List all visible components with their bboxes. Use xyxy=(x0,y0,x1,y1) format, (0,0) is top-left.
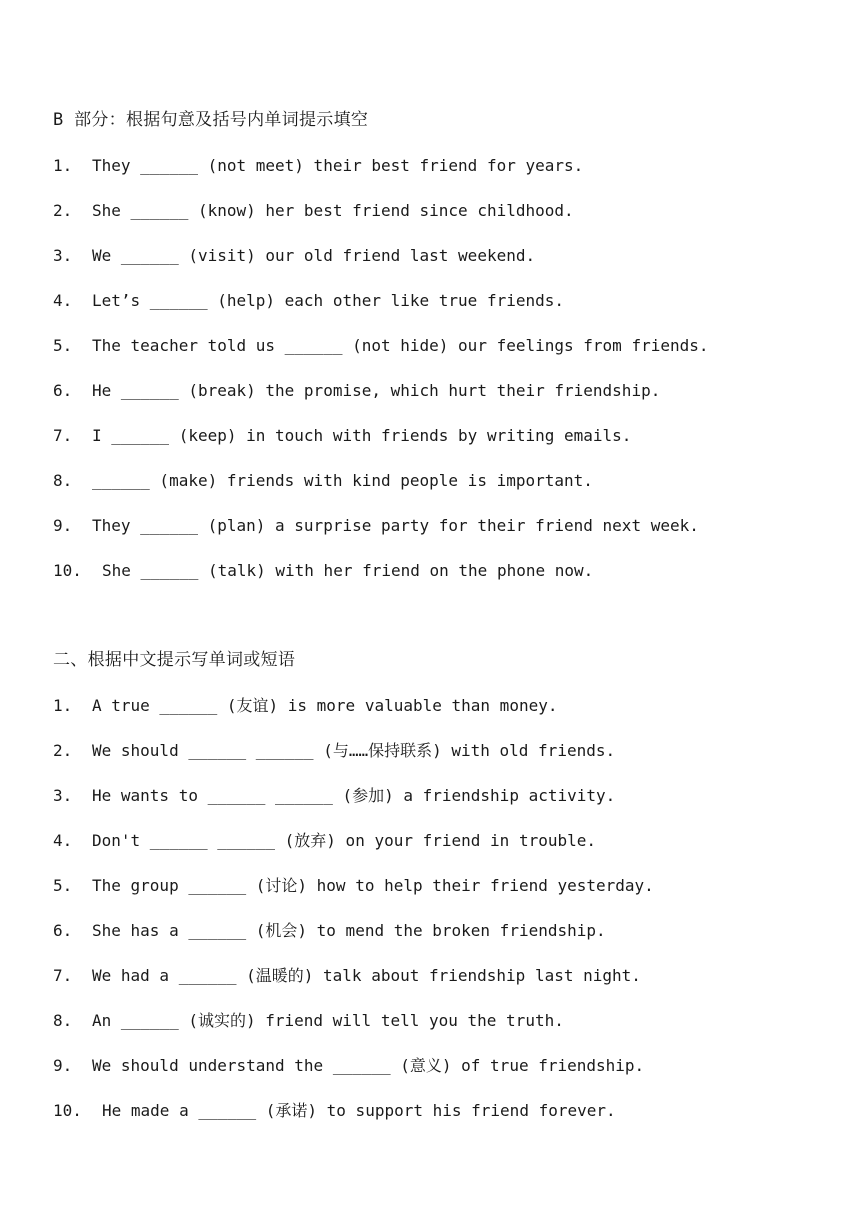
item-number: 8. xyxy=(53,471,73,490)
exercise-item xyxy=(53,512,833,557)
item-number: 7. xyxy=(53,966,73,985)
item-sentence: We should understand the ______ (意义) of true friendship. xyxy=(92,1056,645,1075)
exercise-item xyxy=(53,782,833,827)
item-number: 9. xyxy=(53,1056,73,1075)
item-sentence: A true ______ (友谊) is more valuable than money. xyxy=(92,696,558,715)
exercise-item xyxy=(53,332,833,377)
exercise-item xyxy=(53,1007,833,1052)
item-sentence: She ______ (talk) with her friend on the phone now. xyxy=(102,561,594,580)
item-sentence: ______ (make) friends with kind people is important. xyxy=(92,471,593,490)
section-2-heading: 二、根据中文提示写单词或短语 xyxy=(53,650,296,670)
item-number: 1. xyxy=(53,696,73,715)
section-b-heading: B 部分：根据句意及括号内单词提示填空 xyxy=(53,110,369,130)
item-number: 4. xyxy=(53,291,73,310)
exercise-item xyxy=(53,422,833,467)
item-number: 4. xyxy=(53,831,73,850)
item-number: 3. xyxy=(53,246,73,265)
exercise-item xyxy=(53,467,833,512)
item-sentence: She has a ______ (机会) to mend the broken friendship. xyxy=(92,921,606,940)
item-sentence: We ______ (visit) our old friend last weekend. xyxy=(92,246,536,265)
exercise-item xyxy=(53,827,833,872)
item-sentence: We should ______ ______ (与……保持联系) with old friends. xyxy=(92,741,616,760)
item-sentence: We had a ______ (温暖的) talk about friendship last night. xyxy=(92,966,641,985)
item-sentence: He made a ______ (承诺) to support his friend forever. xyxy=(102,1101,616,1120)
section-b xyxy=(53,107,833,602)
exercise-item xyxy=(53,377,833,422)
item-number: 8. xyxy=(53,1011,73,1030)
item-number: 2. xyxy=(53,741,73,760)
item-number: 10. xyxy=(53,561,82,580)
item-number: 6. xyxy=(53,381,73,400)
exercise-item xyxy=(53,557,833,602)
exercise-item xyxy=(53,962,833,1007)
section-2 xyxy=(53,647,833,1142)
item-sentence: Let’s ______ (help) each other like true friends. xyxy=(92,291,565,310)
item-sentence: Don't ______ ______ (放弃) on your friend in trouble. xyxy=(92,831,597,850)
item-sentence: She ______ (know) her best friend since childhood. xyxy=(92,201,574,220)
item-number: 5. xyxy=(53,876,73,895)
item-sentence: I ______ (keep) in touch with friends by writing emails. xyxy=(92,426,632,445)
exercise-item xyxy=(53,737,833,782)
item-number: 9. xyxy=(53,516,73,535)
exercise-item xyxy=(53,242,833,287)
item-sentence: The group ______ (讨论) how to help their friend yesterday. xyxy=(92,876,654,895)
item-number: 2. xyxy=(53,201,73,220)
item-sentence: He ______ (break) the promise, which hurt their friendship. xyxy=(92,381,661,400)
exercise-item xyxy=(53,152,833,197)
item-number: 5. xyxy=(53,336,73,355)
exercise-item xyxy=(53,872,833,917)
item-sentence: The teacher told us ______ (not hide) our feelings from friends. xyxy=(92,336,709,355)
exercise-item xyxy=(53,1052,833,1097)
item-sentence: They ______ (plan) a surprise party for their friend next week. xyxy=(92,516,699,535)
item-number: 3. xyxy=(53,786,73,805)
item-sentence: They ______ (not meet) their best friend for years. xyxy=(92,156,584,175)
exercise-item xyxy=(53,692,833,737)
exercise-item xyxy=(53,287,833,332)
item-sentence: He wants to ______ ______ (参加) a friendship activity. xyxy=(92,786,616,805)
exercise-item xyxy=(53,197,833,242)
exercise-item xyxy=(53,917,833,962)
item-number: 10. xyxy=(53,1101,82,1120)
item-number: 6. xyxy=(53,921,73,940)
item-number: 7. xyxy=(53,426,73,445)
exercise-item xyxy=(53,1097,833,1142)
item-number: 1. xyxy=(53,156,73,175)
item-sentence: An ______ (诚实的) friend will tell you the truth. xyxy=(92,1011,564,1030)
